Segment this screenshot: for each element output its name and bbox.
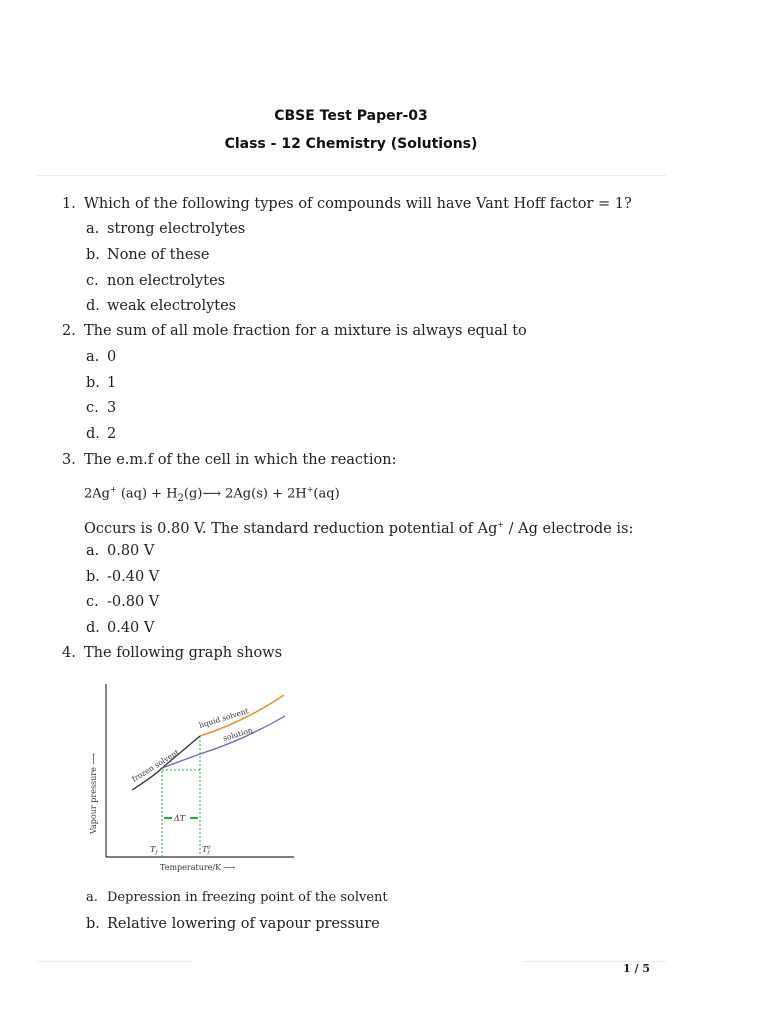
- eq-sub: 2: [177, 492, 184, 504]
- option-text: Relative lowering of vapour pressure: [107, 916, 380, 932]
- question-text: The following graph shows: [84, 645, 283, 661]
- vapour-pressure-graph: [84, 676, 304, 876]
- question-text: The e.m.f of the cell in which the reaction:: [84, 452, 397, 468]
- option-text: 3: [107, 400, 117, 416]
- eq-part: (g): [183, 486, 203, 502]
- option-letter: c.: [86, 273, 99, 289]
- option-letter: a.: [86, 349, 100, 365]
- question-text: Which of the following types of compounds will have Vant Hoff factor = 1?: [84, 196, 632, 212]
- option-text: None of these: [107, 247, 210, 263]
- option-letter: d.: [86, 298, 100, 314]
- para-sup: +: [497, 520, 505, 529]
- option-letter: b.: [86, 375, 100, 391]
- q2-option-d: [86, 424, 116, 444]
- q3-option-b: [86, 567, 159, 587]
- question-number: 2.: [62, 323, 76, 339]
- option-letter: a.: [86, 890, 98, 905]
- eq-part: (aq): [313, 486, 340, 502]
- tf0-label: $T^0$ f: [202, 845, 211, 856]
- q2-option-c: [86, 398, 116, 418]
- option-letter: a.: [86, 543, 100, 559]
- option-letter: d.: [86, 620, 100, 636]
- q2-option-b: [86, 373, 116, 393]
- question-2: [62, 321, 527, 341]
- page-number: 1 / 5: [623, 962, 650, 975]
- option-letter: b.: [86, 569, 100, 585]
- tf-label: $T_f$: [150, 845, 158, 856]
- eq-sup: +: [306, 485, 314, 494]
- question-3: [62, 450, 396, 470]
- x-axis-label: Temperature/K ⟶: [160, 863, 236, 872]
- option-text: weak electrolytes: [107, 298, 237, 314]
- para-text: / Ag electrode is:: [504, 520, 634, 537]
- q1-option-c: [86, 271, 225, 291]
- eq-part: 2Ag: [84, 486, 110, 502]
- page-title: CBSE Test Paper-03: [274, 108, 428, 124]
- q3-option-a: [86, 541, 154, 561]
- eq-part: (aq) + H: [116, 486, 178, 502]
- reaction-equation: [84, 480, 340, 509]
- footer-divider-left: [36, 961, 192, 962]
- q3-option-c: [86, 592, 159, 612]
- option-letter: d.: [86, 426, 100, 442]
- header-divider: [36, 175, 666, 176]
- option-text: -0.80 V: [107, 594, 160, 610]
- option-text: Depression in freezing point of the solvent: [107, 890, 388, 905]
- q3-option-d: [86, 618, 154, 638]
- option-text: non electrolytes: [107, 273, 226, 289]
- question-3-paragraph: [84, 515, 633, 539]
- option-text: -0.40 V: [107, 569, 160, 585]
- q4-option-b: [86, 914, 380, 934]
- question-4: [62, 643, 282, 663]
- y-axis-label: Vapour pressure ⟶: [89, 753, 98, 834]
- question-number: 1.: [62, 196, 76, 212]
- q2-option-a: [86, 347, 116, 367]
- q1-option-a: [86, 219, 245, 239]
- option-letter: b.: [86, 916, 100, 932]
- option-letter: c.: [86, 400, 99, 416]
- eq-part: 2Ag(s) + 2H: [221, 486, 307, 502]
- q4-option-a: [86, 888, 388, 908]
- option-text: 0.40 V: [107, 620, 155, 636]
- liquid-solvent-label: liquid solvent: [197, 706, 250, 730]
- option-text: strong electrolytes: [107, 221, 246, 237]
- q1-option-b: [86, 245, 209, 265]
- option-text: 0: [107, 349, 117, 365]
- option-letter: a.: [86, 221, 100, 237]
- question-number: 4.: [62, 645, 76, 661]
- delta-t-label: ΔT: [174, 814, 186, 823]
- option-text: 0.80 V: [107, 543, 155, 559]
- frozen-solvent-label: frozen solvent: [130, 747, 181, 784]
- q1-option-d: [86, 296, 236, 316]
- option-letter: b.: [86, 247, 100, 263]
- page-subtitle: Class - 12 Chemistry (Solutions): [224, 136, 478, 152]
- option-text: 1: [107, 375, 117, 391]
- question-number: 3.: [62, 452, 76, 468]
- question-text: The sum of all mole fraction for a mixture is always equal to: [84, 323, 527, 339]
- question-1: [62, 194, 632, 214]
- option-text: 2: [107, 426, 117, 442]
- option-letter: c.: [86, 594, 99, 610]
- para-text: Occurs is 0.80 V. The standard reduction potential of Ag: [84, 520, 498, 537]
- arrow-icon: ⟶: [202, 486, 222, 502]
- solution-label: solution: [221, 725, 254, 743]
- eq-sup: +: [109, 485, 117, 494]
